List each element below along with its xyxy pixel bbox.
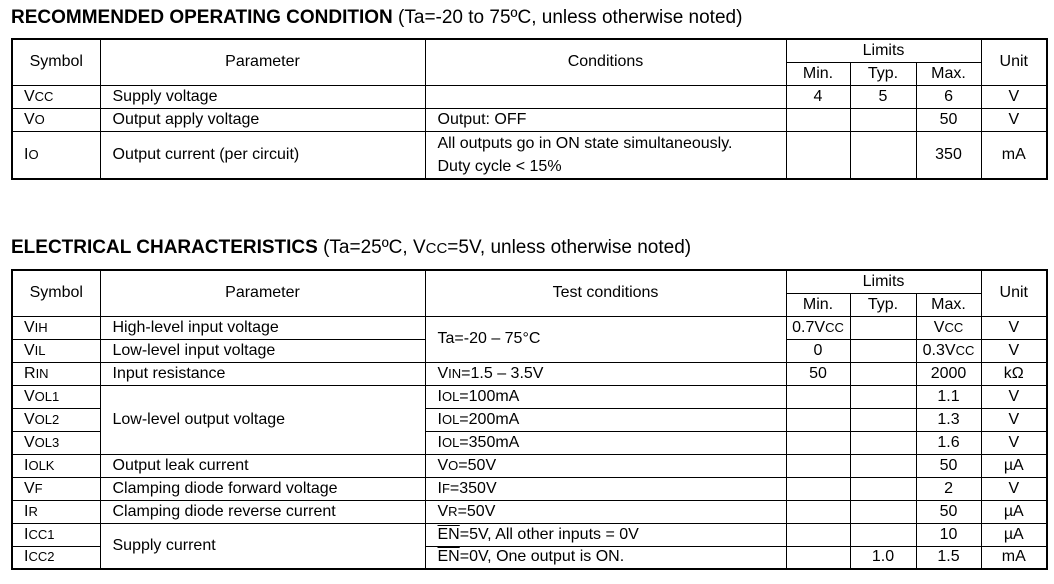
symbol-cell: VO — [12, 108, 100, 131]
symbol-cell: VIL — [12, 339, 100, 362]
conditions-cell: IOL=200mA — [425, 408, 786, 431]
conditions-line-1: All outputs go in ON state simultaneously. — [437, 134, 733, 152]
min-cell — [786, 408, 850, 431]
unit-cell: V — [981, 408, 1047, 431]
typ-cell — [850, 454, 916, 477]
header-min: Min. — [786, 293, 850, 316]
header-typ: Typ. — [850, 293, 916, 316]
min-cell — [786, 454, 850, 477]
symbol-cell: VOL2 — [12, 408, 100, 431]
min-cell: 4 — [786, 85, 850, 108]
symbol-cell: IO — [12, 131, 100, 179]
unit-cell: V — [981, 385, 1047, 408]
max-cell: 6 — [916, 85, 981, 108]
table-row — [12, 362, 1047, 385]
header-conditions: Conditions — [425, 39, 786, 85]
header-limits: Limits — [786, 270, 981, 293]
symbol-cell: VOL3 — [12, 431, 100, 454]
header-min: Min. — [786, 62, 850, 85]
max-cell: 50 — [916, 454, 981, 477]
min-cell — [786, 500, 850, 523]
section1-heading — [11, 7, 742, 29]
max-cell: 50 — [916, 500, 981, 523]
unit-cell: kΩ — [981, 362, 1047, 385]
section1-subtitle: (Ta=-20 to 75ºC, unless otherwise noted) — [392, 7, 743, 28]
max-cell: 1.6 — [916, 431, 981, 454]
header-symbol: Symbol — [12, 270, 100, 316]
max-cell: 350 — [916, 131, 981, 179]
typ-cell — [850, 362, 916, 385]
header-parameter: Parameter — [100, 270, 425, 316]
max-cell: 1.3 — [916, 408, 981, 431]
min-cell — [786, 431, 850, 454]
min-cell — [786, 385, 850, 408]
max-cell: VCC — [916, 316, 981, 339]
electrical-characteristics-table — [11, 269, 1048, 570]
typ-cell — [850, 477, 916, 500]
min-cell: 50 — [786, 362, 850, 385]
parameter-cell: Clamping diode forward voltage — [100, 477, 425, 500]
header-max: Max. — [916, 62, 981, 85]
parameter-cell: Output current (per circuit) — [100, 131, 425, 179]
table-row — [12, 454, 1047, 477]
conditions-line-2: Duty cycle < 15% — [437, 157, 562, 175]
max-cell: 50 — [916, 108, 981, 131]
typ-cell — [850, 131, 916, 179]
min-cell: 0 — [786, 339, 850, 362]
symbol-cell: IOLK — [12, 454, 100, 477]
header-limits: Limits — [786, 39, 981, 62]
table-row — [12, 131, 1047, 179]
table-row — [12, 385, 1047, 408]
unit-cell: µA — [981, 500, 1047, 523]
conditions-cell: VR=50V — [425, 500, 786, 523]
max-cell: 2 — [916, 477, 981, 500]
unit-cell: V — [981, 316, 1047, 339]
table-row — [12, 316, 1047, 339]
symbol-cell: IR — [12, 500, 100, 523]
unit-cell: V — [981, 339, 1047, 362]
min-cell — [786, 523, 850, 546]
symbol-cell: VCC — [12, 85, 100, 108]
unit-cell: mA — [981, 131, 1047, 179]
typ-cell: 1.0 — [850, 546, 916, 569]
conditions-cell — [425, 131, 786, 179]
max-cell: 1.5 — [916, 546, 981, 569]
parameter-cell: Input resistance — [100, 362, 425, 385]
typ-cell — [850, 431, 916, 454]
parameter-cell: Output leak current — [100, 454, 425, 477]
parameter-cell: Supply voltage — [100, 85, 425, 108]
min-cell — [786, 131, 850, 179]
header-unit: Unit — [981, 270, 1047, 316]
typ-cell — [850, 523, 916, 546]
conditions-cell: Output: OFF — [425, 108, 786, 131]
max-cell: 0.3VCC — [916, 339, 981, 362]
unit-cell: V — [981, 108, 1047, 131]
max-cell: 2000 — [916, 362, 981, 385]
table-row — [12, 108, 1047, 131]
conditions-cell: IOL=100mA — [425, 385, 786, 408]
typ-cell — [850, 408, 916, 431]
header-symbol: Symbol — [12, 39, 100, 85]
section2-title: ELECTRICAL CHARACTERISTICS — [11, 237, 318, 258]
conditions-cell: Ta=-20 – 75°C — [425, 316, 786, 362]
typ-cell — [850, 316, 916, 339]
header-unit: Unit — [981, 39, 1047, 85]
conditions-cell: $\overline{EN}=0V$, One output is ON. — [425, 546, 786, 569]
parameter-cell: Supply current — [100, 523, 425, 569]
symbol-cell: VF — [12, 477, 100, 500]
table-row — [12, 523, 1047, 546]
symbol-cell: VOL1 — [12, 385, 100, 408]
unit-cell: V — [981, 85, 1047, 108]
parameter-cell: Clamping diode reverse current — [100, 500, 425, 523]
header-typ: Typ. — [850, 62, 916, 85]
unit-cell: mA — [981, 546, 1047, 569]
typ-cell — [850, 108, 916, 131]
conditions-cell: IOL=350mA — [425, 431, 786, 454]
conditions-cell: $\overline{EN}=5V$, All other inputs = 0V — [425, 523, 786, 546]
unit-cell: µA — [981, 523, 1047, 546]
recommended-operating-table — [11, 38, 1048, 180]
parameter-cell: Low-level output voltage — [100, 385, 425, 454]
typ-cell — [850, 339, 916, 362]
conditions-cell: VO=50V — [425, 454, 786, 477]
symbol-cell: RIN — [12, 362, 100, 385]
typ-cell — [850, 500, 916, 523]
section2-subtitle: (Ta=25ºC, VCC=5V, unless otherwise noted) — [317, 237, 692, 258]
conditions-cell: VIN=1.5 – 3.5V — [425, 362, 786, 385]
min-cell — [786, 546, 850, 569]
conditions-cell: IF=350V — [425, 477, 786, 500]
unit-cell: µA — [981, 454, 1047, 477]
typ-cell — [850, 385, 916, 408]
min-cell — [786, 477, 850, 500]
unit-cell: V — [981, 431, 1047, 454]
header-max: Max. — [916, 293, 981, 316]
max-cell: 10 — [916, 523, 981, 546]
parameter-cell: Output apply voltage — [100, 108, 425, 131]
min-cell — [786, 108, 850, 131]
conditions-cell — [425, 85, 786, 108]
unit-cell: V — [981, 477, 1047, 500]
symbol-cell: ICC1 — [12, 523, 100, 546]
symbol-cell: VIH — [12, 316, 100, 339]
section1-title: RECOMMENDED OPERATING CONDITION — [11, 7, 393, 28]
typ-cell: 5 — [850, 85, 916, 108]
table-row — [12, 500, 1047, 523]
parameter-cell: High-level input voltage — [100, 316, 425, 339]
parameter-cell: Low-level input voltage — [100, 339, 425, 362]
table-row — [12, 85, 1047, 108]
section2-heading — [11, 237, 691, 259]
symbol-cell: ICC2 — [12, 546, 100, 569]
header-test-conditions: Test conditions — [425, 270, 786, 316]
min-cell: 0.7VCC — [786, 316, 850, 339]
table-row — [12, 477, 1047, 500]
max-cell: 1.1 — [916, 385, 981, 408]
header-parameter: Parameter — [100, 39, 425, 85]
